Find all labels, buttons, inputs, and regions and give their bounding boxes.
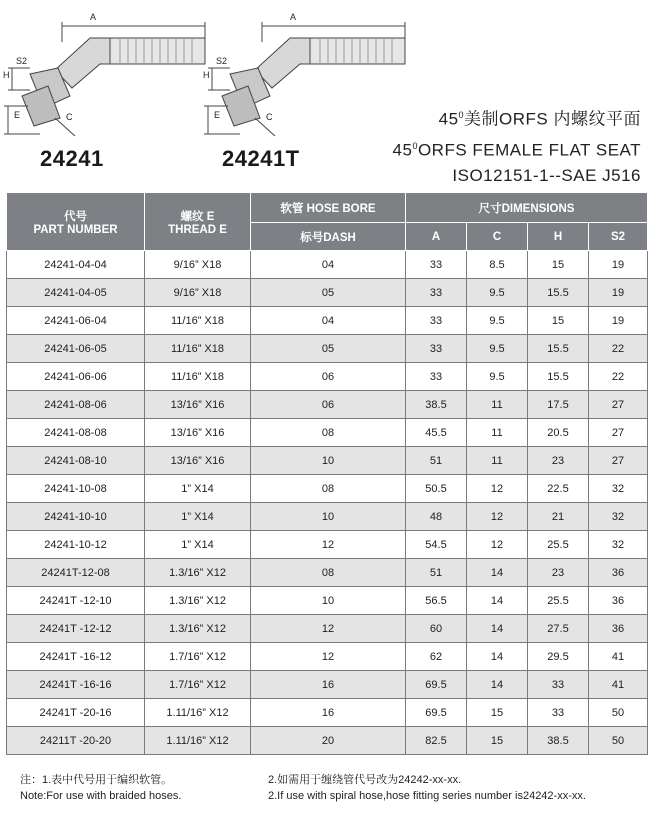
table-row <box>7 671 648 699</box>
cell-c: 9.5 <box>467 363 528 391</box>
cell-s2: 32 <box>589 475 648 503</box>
cell-s2: 32 <box>589 503 648 531</box>
drawing2-label-a: A <box>290 12 297 22</box>
title-block <box>393 102 641 189</box>
cell-a: 33 <box>406 307 467 335</box>
title-line2-text: ORFS FEMALE FLAT SEAT <box>417 140 641 160</box>
cell-a: 56.5 <box>406 587 467 615</box>
cell-h: 15.5 <box>528 363 589 391</box>
cell-a: 50.5 <box>406 475 467 503</box>
cell-h: 25.5 <box>528 587 589 615</box>
cell-a: 33 <box>406 335 467 363</box>
table-row <box>7 391 648 419</box>
cell-c: 12 <box>467 475 528 503</box>
cell-h: 27.5 <box>528 615 589 643</box>
header-thread-cn: 螺纹 E <box>180 210 215 223</box>
cell-c: 14 <box>467 671 528 699</box>
cell-thread: 1.11/16” X12 <box>145 727 251 755</box>
cell-a: 33 <box>406 251 467 279</box>
cell-h: 38.5 <box>528 727 589 755</box>
cell-dash: 12 <box>251 643 406 671</box>
cell-s2: 50 <box>589 727 648 755</box>
cell-dash: 20 <box>251 727 406 755</box>
table-row <box>7 251 648 279</box>
cell-a: 69.5 <box>406 699 467 727</box>
cell-s2: 22 <box>589 363 648 391</box>
cell-c: 14 <box>467 587 528 615</box>
header-c: C <box>467 223 528 251</box>
cell-a: 60 <box>406 615 467 643</box>
cell-dash: 05 <box>251 335 406 363</box>
table-row <box>7 587 648 615</box>
cell-c: 9.5 <box>467 335 528 363</box>
cell-s2: 41 <box>589 671 648 699</box>
cell-dash: 10 <box>251 447 406 475</box>
cell-h: 23 <box>528 559 589 587</box>
cell-c: 8.5 <box>467 251 528 279</box>
cell-dash: 08 <box>251 559 406 587</box>
cell-part-number: 24241-04-05 <box>7 279 145 307</box>
cell-part-number: 24241-04-04 <box>7 251 145 279</box>
title-line2-degree: 0 <box>412 140 418 151</box>
table-row <box>7 615 648 643</box>
drawing2-label-c: C <box>266 112 273 122</box>
cell-s2: 41 <box>589 643 648 671</box>
cell-thread: 1.7/16” X12 <box>145 643 251 671</box>
header-part-number <box>7 193 145 251</box>
cell-a: 51 <box>406 447 467 475</box>
header-thread-en: THREAD E <box>168 223 227 236</box>
cell-thread: 1.3/16” X12 <box>145 587 251 615</box>
cell-c: 12 <box>467 503 528 531</box>
cell-s2: 27 <box>589 419 648 447</box>
fitting-drawing-24241T <box>200 8 415 138</box>
part-label-24241: 24241 <box>40 146 104 171</box>
header-dash: 标号DASH <box>251 223 406 251</box>
drawing1-label-a: A <box>90 12 97 22</box>
cell-c: 15 <box>467 699 528 727</box>
cell-part-number: 24241T -12-12 <box>7 615 145 643</box>
cell-h: 29.5 <box>528 643 589 671</box>
cell-c: 14 <box>467 615 528 643</box>
cell-h: 15.5 <box>528 279 589 307</box>
note1-en: Note:For use with braided hoses. <box>20 790 182 802</box>
cell-c: 11 <box>467 391 528 419</box>
cell-dash: 12 <box>251 531 406 559</box>
cell-s2: 27 <box>589 391 648 419</box>
cell-dash: 10 <box>251 503 406 531</box>
cell-thread: 1.3/16” X12 <box>145 615 251 643</box>
cell-part-number: 24211T -20-20 <box>7 727 145 755</box>
cell-dash: 16 <box>251 671 406 699</box>
cell-part-number: 24241-06-06 <box>7 363 145 391</box>
spec-table <box>6 192 648 755</box>
cell-thread: 9/16” X18 <box>145 251 251 279</box>
cell-s2: 32 <box>589 531 648 559</box>
cell-part-number: 24241-10-08 <box>7 475 145 503</box>
cell-s2: 19 <box>589 279 648 307</box>
cell-part-number: 24241-10-12 <box>7 531 145 559</box>
cell-part-number: 24241T -16-12 <box>7 643 145 671</box>
cell-c: 9.5 <box>467 307 528 335</box>
drawing2-label-e: E <box>214 110 221 120</box>
table-row <box>7 559 648 587</box>
header-s2: S2 <box>589 223 648 251</box>
cell-c: 14 <box>467 559 528 587</box>
table-row <box>7 643 648 671</box>
table-row <box>7 727 648 755</box>
cell-h: 17.5 <box>528 391 589 419</box>
cell-dash: 05 <box>251 279 406 307</box>
cell-h: 20.5 <box>528 419 589 447</box>
cell-dash: 04 <box>251 251 406 279</box>
title-line-standard: ISO12151-1--SAE J516 <box>452 166 641 186</box>
table-row <box>7 699 648 727</box>
cell-dash: 06 <box>251 391 406 419</box>
cell-h: 23 <box>528 447 589 475</box>
cell-part-number: 24241-06-05 <box>7 335 145 363</box>
cell-part-number: 24241T -12-10 <box>7 587 145 615</box>
cell-dash: 06 <box>251 363 406 391</box>
cell-thread: 11/16” X18 <box>145 363 251 391</box>
cell-dash: 12 <box>251 615 406 643</box>
cell-thread: 1” X14 <box>145 475 251 503</box>
cell-thread: 11/16” X18 <box>145 335 251 363</box>
cell-h: 21 <box>528 503 589 531</box>
cell-a: 69.5 <box>406 671 467 699</box>
cell-s2: 50 <box>589 699 648 727</box>
table-row <box>7 419 648 447</box>
title-line1-angle: 45 <box>438 109 459 129</box>
cell-a: 62 <box>406 643 467 671</box>
title-line-cn <box>393 102 641 133</box>
cell-h: 15.5 <box>528 335 589 363</box>
cell-dash: 16 <box>251 699 406 727</box>
fitting-drawing-24241 <box>0 8 215 138</box>
cell-c: 15 <box>467 727 528 755</box>
cell-a: 54.5 <box>406 531 467 559</box>
cell-thread: 1.11/16” X12 <box>145 699 251 727</box>
table-row <box>7 307 648 335</box>
part-label-24241T: 24241T <box>222 146 300 171</box>
cell-c: 11 <box>467 419 528 447</box>
cell-h: 33 <box>528 671 589 699</box>
cell-s2: 19 <box>589 307 648 335</box>
cell-s2: 36 <box>589 559 648 587</box>
cell-thread: 11/16” X18 <box>145 307 251 335</box>
table-row <box>7 475 648 503</box>
note2-cn: 2.如需用于缠绕管代号改为24242-xx-xx. <box>268 774 462 786</box>
cell-dash: 08 <box>251 475 406 503</box>
cell-c: 9.5 <box>467 279 528 307</box>
table-row <box>7 279 648 307</box>
notes-left <box>20 772 181 804</box>
cell-part-number: 24241T-12-08 <box>7 559 145 587</box>
cell-h: 25.5 <box>528 531 589 559</box>
cell-part-number: 24241T -20-16 <box>7 699 145 727</box>
title-line1-text: 美制ORFS 内螺纹平面 <box>464 109 641 129</box>
cell-thread: 13/16” X16 <box>145 391 251 419</box>
cell-dash: 10 <box>251 587 406 615</box>
cell-s2: 36 <box>589 615 648 643</box>
cell-a: 48 <box>406 503 467 531</box>
cell-a: 82.5 <box>406 727 467 755</box>
cell-thread: 13/16” X16 <box>145 447 251 475</box>
cell-s2: 22 <box>589 335 648 363</box>
cell-part-number: 24241-10-10 <box>7 503 145 531</box>
cell-c: 12 <box>467 531 528 559</box>
drawing1-label-s2: S2 <box>16 56 28 66</box>
cell-part-number: 24241-08-08 <box>7 419 145 447</box>
cell-thread: 1” X14 <box>145 503 251 531</box>
header-h: H <box>528 223 589 251</box>
cell-dash: 04 <box>251 307 406 335</box>
cell-a: 33 <box>406 363 467 391</box>
header-part-cn: 代号 <box>64 210 87 223</box>
cell-h: 15 <box>528 251 589 279</box>
cell-h: 15 <box>528 307 589 335</box>
drawing1-label-c: C <box>66 112 73 122</box>
cell-part-number: 24241-06-04 <box>7 307 145 335</box>
cell-a: 51 <box>406 559 467 587</box>
header-part-en: PART NUMBER <box>33 223 118 236</box>
table-row <box>7 503 648 531</box>
drawing2-label-s2: S2 <box>216 56 228 66</box>
cell-thread: 1.7/16” X12 <box>145 671 251 699</box>
title-line2-angle: 45 <box>392 140 413 160</box>
cell-thread: 13/16” X16 <box>145 419 251 447</box>
header-dimensions: 尺寸DIMENSIONS <box>406 193 648 223</box>
cell-part-number: 24241-08-06 <box>7 391 145 419</box>
note1-cn: 注：1.表中代号用于编织软管。 <box>20 774 173 786</box>
cell-h: 33 <box>528 699 589 727</box>
cell-c: 11 <box>467 447 528 475</box>
table-row <box>7 447 648 475</box>
cell-s2: 27 <box>589 447 648 475</box>
cell-thread: 9/16” X18 <box>145 279 251 307</box>
cell-h: 22.5 <box>528 475 589 503</box>
header-a: A <box>406 223 467 251</box>
cell-a: 33 <box>406 279 467 307</box>
cell-dash: 08 <box>251 419 406 447</box>
cell-thread: 1” X14 <box>145 531 251 559</box>
table-row <box>7 363 648 391</box>
notes-right <box>268 772 586 804</box>
cell-part-number: 24241-08-10 <box>7 447 145 475</box>
header-hose-bore: 软管 HOSE BORE <box>251 193 406 223</box>
cell-a: 45.5 <box>406 419 467 447</box>
title-line-en <box>393 133 641 164</box>
drawing1-label-h: H <box>3 70 10 80</box>
cell-s2: 19 <box>589 251 648 279</box>
drawing2-label-h: H <box>203 70 210 80</box>
header-thread <box>145 193 251 251</box>
cell-thread: 1.3/16” X12 <box>145 559 251 587</box>
cell-s2: 36 <box>589 587 648 615</box>
cell-c: 14 <box>467 643 528 671</box>
cell-a: 38.5 <box>406 391 467 419</box>
note2-en: 2.If use with spiral hose,hose fitting series number is24242-xx-xx. <box>268 790 586 802</box>
table-row <box>7 531 648 559</box>
title-line1-degree: 0 <box>458 110 465 120</box>
cell-part-number: 24241T -16-16 <box>7 671 145 699</box>
drawing1-label-e: E <box>14 110 21 120</box>
table-row <box>7 335 648 363</box>
